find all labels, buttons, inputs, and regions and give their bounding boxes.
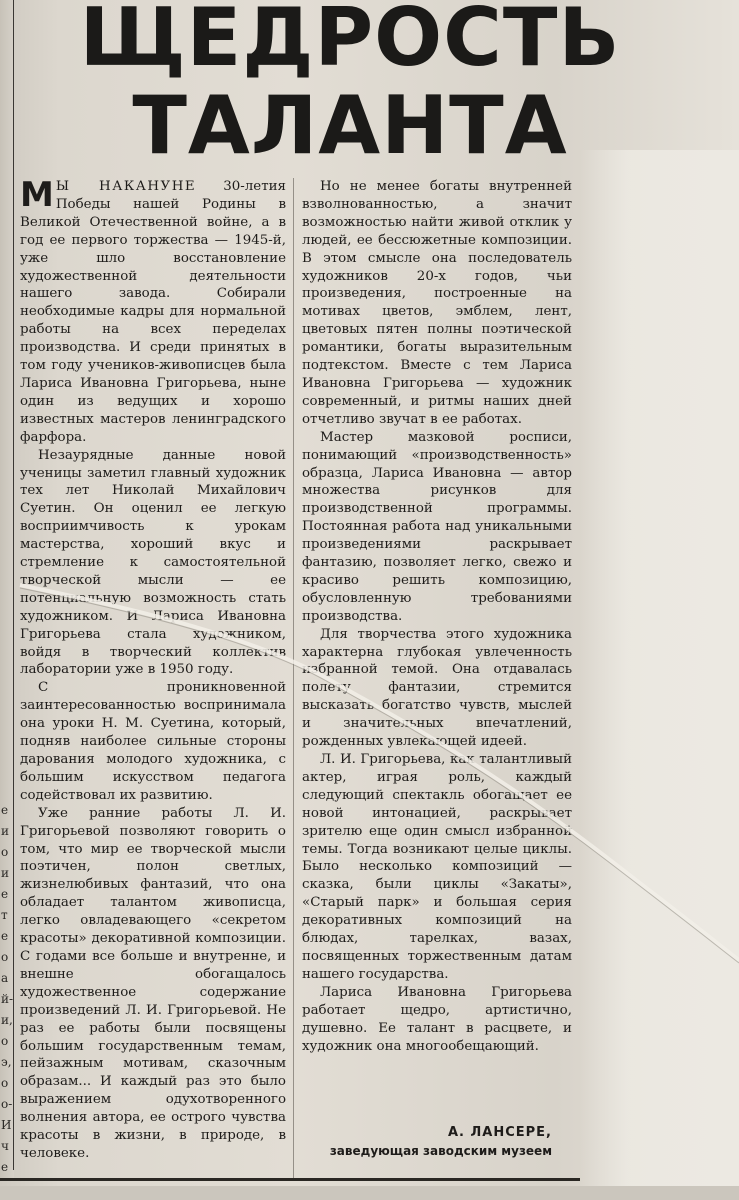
paragraph-text: 30-летия Победы нашей Родины в Великой Отечественной войне, а в год ее первого торжества — 1945-й, уже шло восстановление художественной деятельности нашего завода. Собирали необходимые кадры для нормальной работы на всех переделах производства. И среди принятых в том году учеников-живописцев была Лариса Ивановна Григорьева, ныне один из ведущих и хорошо известных мастеров ленинградского фарфора. [20,179,286,445]
author-role: заведующая заводским музеем [329,1144,552,1158]
author-name: А. ЛАНСЕРЕ, [447,1125,552,1140]
paragraph: Уже ранние работы Л. И. Григорьевой позволяют говорить о том, что мир ее творческой мысли поэтичен, полон светлых, жизнелюбивых фантазий, что она обладает талантом живописца, легко овладевающего «секретом красоты» декоративной композиции. С годами все больше и внутренне, и внешне обогащалось художественное содержание произведений Л. И. Григорьевой. Не раз ее работы были посвящены большим государственным темам, пейзажным мотивам, сказочным образам... И каждый раз это было выражением одухотворенного волнения автора, ее острого чувства красоты в жизни, в природе, в человеке. [20,805,286,1161]
article-column-1 [20,175,286,1163]
paragraph: Мастер мазковой росписи, понимающий «производственность» образца, Лариса Ивановна — автор множества рисунков для производственной программы. Постоянная работа над уникальными произведениями раскрывает фантазию, позволяет легко, свежо и красиво решить композицию, обусловленную требованиями производства. [302,429,572,624]
page-bottom-edge [0,1186,739,1200]
bottom-rule [0,1178,580,1181]
paragraph: Для творчества этого художника характерна глубокая увлеченность избранной темой. Она отдавалась полету фантазии, стремится высказать богатство чувств, мыслей и значительных впечатлений, рожденных увлекающей идеей. [302,626,572,750]
paragraph [20,175,286,447]
lead-in: Ы НАКАНУНЕ [55,179,197,194]
headline [70,0,630,172]
paper-fold [580,150,739,1200]
adjacent-column-letters: е и о и е т е о а й- и, о э, о о- И ч е [1,803,14,1174]
paragraph: Л. И. Григорьева, как талантливый актер, играя роль, каждый следующий спектакль обогащает ее новой интонацией, раскрывает зрителю еще один смысл избранной темы. Тогда возникают целые циклы. Было несколько композиций — сказка, были циклы «Закаты», «Старый парк» и большая серия декоративных композиций на блюдах, тарелках, вазах, посвященных торжественным датам нашего государства. [302,752,572,982]
headline-line-2: ТАЛАНТА [132,79,568,172]
paragraph: Незаурядные данные новой ученицы заметил главный художник тех лет Николай Михайлович Суетин. Он оценил ее легкую восприимчивость к урокам мастерства, хороший вкус и стремление к самостоятельной творческой мысли — ее потенциальную возможность стать художником. И Лариса Ивановна Григорьева стала художником, войдя в творческий коллектив лаборатории уже в 1950 году. [20,447,286,678]
byline [302,1125,552,1158]
adjacent-column-fragment [0,0,14,1180]
column-rule-middle [293,178,294,1178]
column-rule-left [13,0,14,1170]
drop-cap: М [20,175,54,215]
paragraph: Но не менее богаты внутренней взволнованностью, а значит возможностью найти живой отклик у людей, ее бессюжетные композиции. В этом смысле она последователь художников 20-х годов, чьи произведения, построенные на мотивах цветов, эмблем, лент, цветовых пятен полны поэтической романтики, богаты выразительным подтекстом. Вместе с тем Лариса Ивановна Григорьева — художник современный, и ритмы наших дней отчетливо звучат в ее работах. [302,179,572,427]
paragraph: С проникновенной заинтересованностью воспринимала она уроки Н. М. Суетина, который, подняв наиболее сильные стороны дарования молодого художника, с большим искусством педагога содействовал их развитию. [20,680,286,803]
paragraph: Лариса Ивановна Григорьева работает щедро, артистично, душевно. Ее талант в расцвете, и художник она многообещающий. [302,984,572,1054]
article-column-2 [302,178,572,1055]
headline-line-1: ЩЕДРОСТЬ [79,0,621,84]
